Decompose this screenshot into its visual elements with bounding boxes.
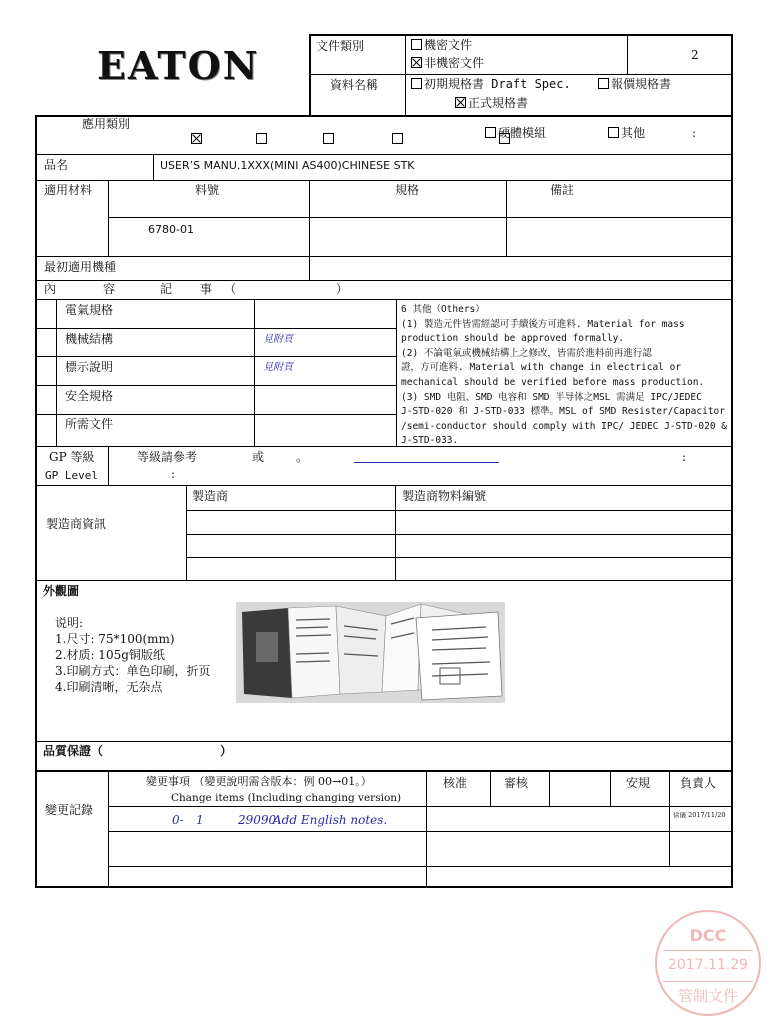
change-from-version: 0-: [172, 813, 184, 827]
others-line: mechanical should be verified before mass production.: [401, 376, 705, 388]
review-header: 審核: [504, 776, 529, 790]
change-description: Add English notes.: [273, 813, 388, 827]
stamp-rule-bottom: [663, 981, 753, 982]
page-number: 2: [691, 48, 699, 62]
content-label-4: 事: [200, 282, 213, 296]
gp-colon-right: :: [682, 450, 687, 464]
product-label: 品名: [44, 158, 69, 172]
approve-header: 核准: [443, 776, 468, 790]
change-log-label: 變更記錄: [45, 803, 94, 817]
other-option[interactable]: 其他: [608, 127, 645, 141]
content-label-6: ）: [336, 282, 349, 296]
change-items-header-en: Change items (Including changing version): [171, 792, 402, 804]
product-name: USER’S MANU.1XXX(MINI AS400)CHINESE STK: [160, 159, 415, 172]
quality-label: 品質保證（: [43, 744, 104, 758]
others-line: (1) 製造元件皆需經認可手續後方可進料. Material for mass: [401, 318, 685, 330]
remark-header: 備註: [550, 183, 575, 197]
stamp-bottom: 管制文件: [677, 987, 738, 1005]
content-label-2: 容: [103, 282, 116, 296]
others-line: (2) 不論電氣或機械結構上之修改，皆需於進料前再進行認: [401, 347, 652, 359]
maker-part-header: 製造商物料編號: [402, 489, 487, 503]
quote-spec-checkbox[interactable]: [598, 78, 609, 89]
safety-header: 安規: [626, 776, 651, 790]
appearance-note: 4.印刷清晰，无杂点: [55, 680, 163, 694]
application-label: 應用類別: [82, 117, 131, 131]
application-checkbox-2[interactable]: [256, 133, 267, 144]
stamp-rule-top: [663, 950, 753, 951]
formal-spec-option[interactable]: 正式規格書: [455, 97, 528, 111]
doc-name-label: 資料名稱: [330, 78, 379, 92]
gp-label-cn: GP 等級: [49, 450, 95, 464]
maker-header: 製造商: [192, 489, 229, 503]
mechanical-attachment-note: 見附頁: [263, 334, 293, 345]
confidential-option[interactable]: 機密文件: [411, 39, 472, 53]
non-confidential-checkbox[interactable]: [411, 57, 422, 68]
content-item-safety: 安全規格: [65, 389, 114, 403]
others-line: 證，方可進料. Material with change in electrical or: [401, 362, 682, 374]
gp-or-text: 或: [252, 450, 265, 464]
gp-refer-text: 等級請參考: [137, 450, 198, 464]
content-label-5: （: [224, 282, 237, 296]
others-title: 6 其他（Others）: [401, 304, 485, 315]
spec-header: 規格: [395, 183, 420, 197]
change-items-header-cn: 變更事項 （變更說明需含版本：例 00→01。）: [146, 775, 372, 788]
initial-model-label: 最初適用機種: [44, 260, 117, 274]
change-signer: 徐儀 2017/11/20: [673, 812, 726, 819]
company-logo: EATON: [97, 43, 260, 88]
others-line: production should be approved formally.: [401, 333, 625, 345]
others-line: J-STD-020 和 J-STD-033 標準。MSL of SMD Resister/Capacitor: [401, 406, 725, 418]
stamp-date: 2017.11.29: [667, 957, 749, 973]
content-label-3: 記: [160, 282, 173, 296]
content-item-electrical: 電氣規格: [65, 303, 114, 317]
application-checkbox-3[interactable]: [323, 133, 334, 144]
appearance-note: 说明:: [55, 616, 84, 630]
change-to-version: 1: [196, 813, 204, 827]
appearance-notes: [55, 615, 210, 695]
appearance-note: 1.尺寸: 75*100(mm): [55, 632, 175, 646]
appearance-note: 3.印刷方式：单色印刷，折页: [55, 664, 211, 678]
application-checkbox-4[interactable]: [392, 133, 403, 144]
quality-close-paren: ）: [220, 744, 233, 758]
materials-label: 適用材料: [44, 183, 93, 197]
appearance-note: 2.材质: 105g铜版纸: [55, 648, 165, 662]
appearance-title: 外觀圖: [43, 584, 80, 598]
stamp-top: DCC: [689, 926, 727, 945]
draft-spec-checkbox[interactable]: [411, 78, 422, 89]
content-label-1: 內: [44, 282, 57, 296]
part-no-header: 料號: [195, 183, 220, 197]
folded-manual-photo: [236, 602, 505, 703]
dcc-stamp: [655, 910, 761, 1016]
gp-reference-link[interactable]: [354, 462, 499, 463]
application-checkbox-1[interactable]: [191, 133, 202, 144]
hardware-module-option[interactable]: 硬體模組: [485, 127, 546, 141]
owner-header: 負責人: [680, 776, 717, 790]
content-item-documents: 所需文件: [65, 417, 114, 431]
others-line: (3) SMD 电阻、SMD 电容和 SMD 半导体之MSL 需满足 IPC/JEDEC: [401, 391, 702, 403]
content-item-labeling: 標示說明: [65, 360, 114, 374]
change-ecn-number: 29090: [238, 813, 277, 827]
content-item-mechanical: 機械結構: [65, 332, 114, 346]
labeling-attachment-note: 見附頁: [263, 362, 293, 373]
doc-category-label: 文件類別: [316, 39, 365, 53]
gp-colon-lower: :: [171, 467, 176, 481]
manufacturer-label: 製造商資訊: [46, 517, 107, 531]
others-line: J-STD-033.: [401, 435, 459, 447]
gp-label-en: GP Level: [45, 469, 98, 482]
application-colon: :: [692, 126, 697, 140]
gp-period: 。: [296, 450, 309, 464]
confidential-checkbox[interactable]: [411, 39, 422, 50]
quote-spec-option[interactable]: 報價規格書: [598, 78, 671, 92]
formal-spec-checkbox[interactable]: [455, 97, 466, 108]
manual-photo-drawing: [236, 602, 505, 703]
draft-spec-option[interactable]: 初期規格書 Draft Spec.: [411, 78, 571, 92]
part-no-value: 6780-01: [148, 223, 194, 236]
other-checkbox[interactable]: [608, 127, 619, 138]
hardware-module-checkbox[interactable]: [485, 127, 496, 138]
non-confidential-option[interactable]: 非機密文件: [411, 57, 484, 71]
others-line: /semi-conductor should comply with IPC/ JEDEC J-STD-020 &: [401, 420, 728, 432]
others-notes: [401, 303, 729, 449]
